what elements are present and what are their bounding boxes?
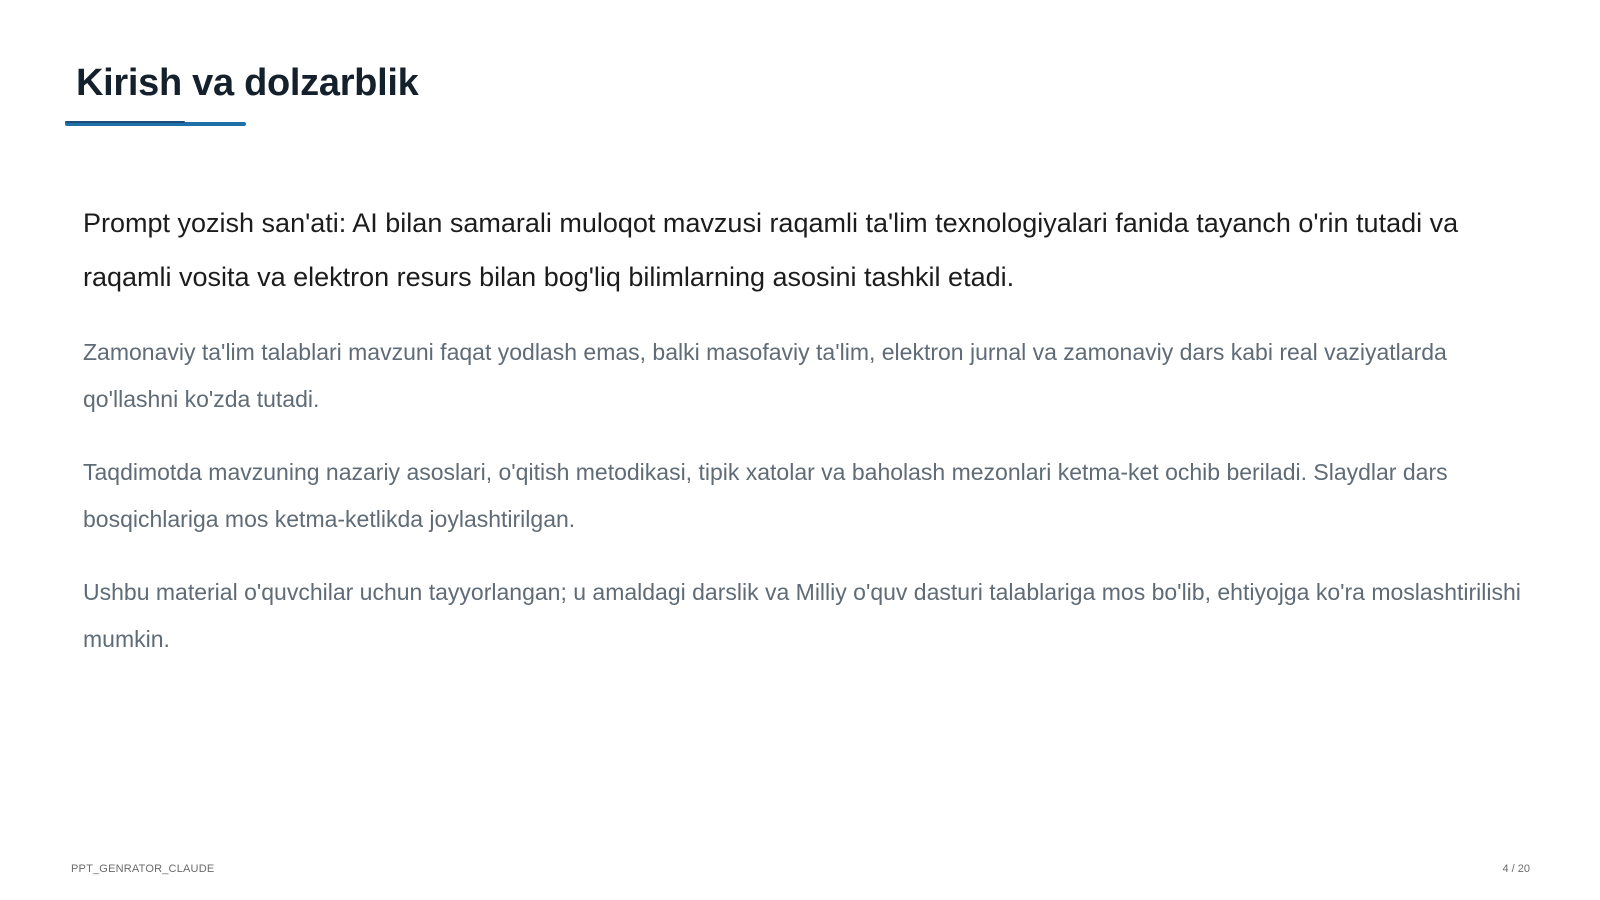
title-underline: [65, 121, 246, 126]
slide-title: Kirish va dolzarblik: [76, 62, 419, 104]
body-paragraph-1: Zamonaviy ta'lim talablari mavzuni faqat yodlash emas, balki masofaviy ta'lim, elektron jurnal va zamonaviy dars kabi real vaziyatlarda qo'llashni ko'zda tutadi.: [83, 339, 1447, 412]
lead-paragraph: Prompt yozish san'ati: AI bilan samarali muloqot mavzusi raqamli ta'lim texnologiyalari fanida tayanch o'rin tutadi va raqamli vosita va elektron resurs bilan bog'liq bilimlarning asosini tashkil etadi.: [83, 208, 1459, 292]
footer-source-label: PPT_GENRATOR_CLAUDE: [71, 863, 215, 875]
body-paragraph-3: Ushbu material o'quvchilar uchun tayyorlangan; u amaldagi darslik va Milliy o'quv dasturi talablariga mos bo'lib, ehtiyojga ko'ra moslashtirilishi mumkin.: [83, 579, 1521, 652]
body-paragraph-2: Taqdimotda mavzuning nazariy asoslari, o'qitish metodikasi, tipik xatolar va baholash mezonlari ketma-ket ochib beriladi. Slaydlar dars bosqichlariga mos ketma-ketlikda joylashtirilgan.: [83, 459, 1448, 532]
underline-accent: [65, 121, 185, 123]
page-number: 4 / 20: [1502, 863, 1530, 875]
